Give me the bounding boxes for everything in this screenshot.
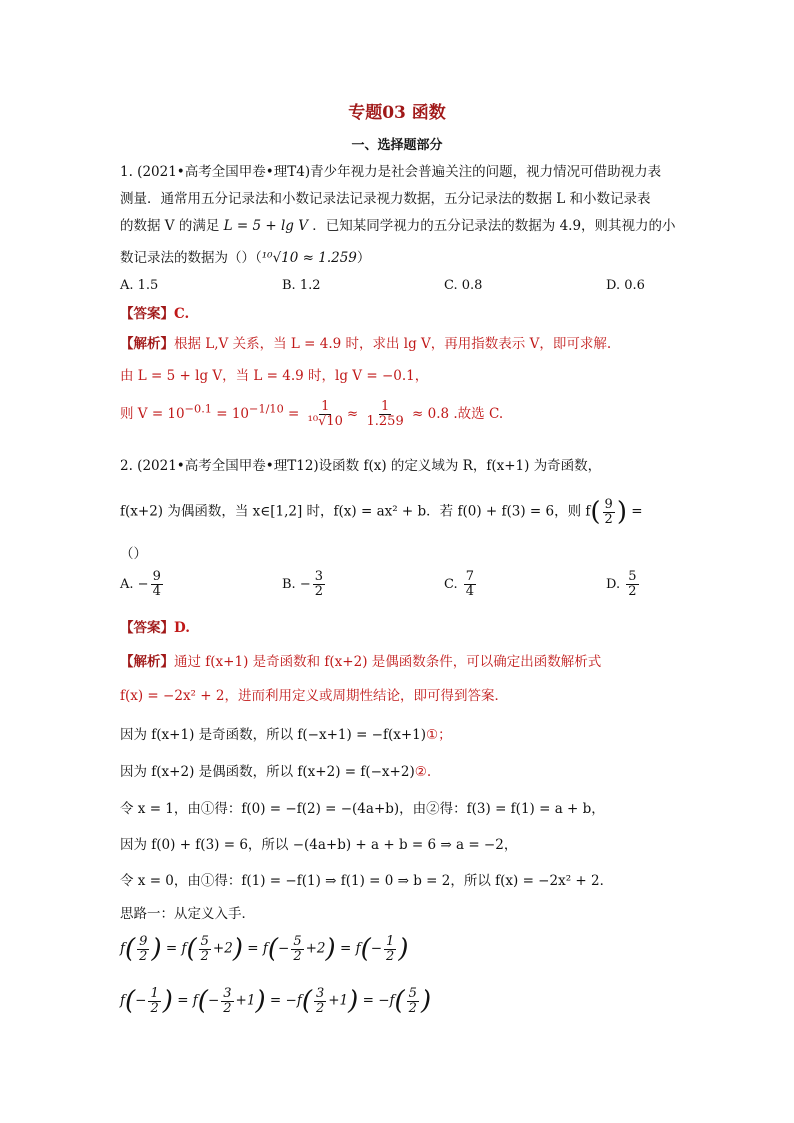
eq2-neg2: −	[207, 992, 220, 1009]
q2-step-1-mark: ①；	[426, 727, 452, 743]
q1-frac1-den: ¹⁰√10	[307, 414, 343, 429]
eq1-frac3-den: 2	[293, 948, 302, 964]
q2-step-1-text: 因为 f(x+1) 是奇函数，所以 f(−x+1) = −f(x+1)	[120, 727, 427, 743]
q1-line-4-end: ）	[356, 250, 371, 266]
eq2-frac3-den: 2	[315, 1000, 325, 1016]
q2-option-b-frac	[313, 570, 325, 599]
q2-option-a-letter: A.	[120, 577, 134, 592]
q2-step-2	[120, 760, 431, 780]
q1-step-2-d: ≈ 0.8 .故选	[412, 406, 489, 422]
q2-option-d-letter: D.	[606, 577, 621, 592]
q2-option-d	[606, 570, 641, 599]
q2-analysis-text: 通过 f(x+1) 是奇函数和 f(x+2) 是偶函数条件，可以确定出函数解析式	[174, 654, 602, 670]
q2-option-d-den: 2	[628, 584, 637, 599]
q2-step-3: 令 x = 1，由①得：f(0) = −f(2) = −(4a+b)，由②得：f(3) = f(1) = a + b，	[120, 801, 605, 817]
q1-answer-label: 【答案】	[120, 306, 174, 322]
q2-option-c-letter: C.	[444, 577, 458, 592]
eq1-neg2: −	[370, 940, 383, 957]
eq1-frac4-den: 2	[386, 948, 395, 964]
q2-analysis	[120, 650, 601, 670]
q2-option-a	[120, 570, 165, 599]
eq1-frac1-num: 9	[139, 933, 148, 949]
q2-option-b-num: 3	[314, 569, 324, 584]
eq2-frac4	[407, 987, 419, 1016]
eq2-frac3-num: 3	[315, 985, 325, 1001]
q2-option-b-letter: B.	[282, 577, 296, 592]
eq1-plus2a: +2	[212, 940, 233, 957]
q1-step-2-a: 则 V = 10	[120, 406, 185, 422]
q1-answer-value: C.	[174, 306, 190, 322]
q1-fraction-1	[306, 400, 345, 429]
q2-option-a-frac	[151, 570, 163, 599]
q1-option-b: B. 1.2	[282, 278, 321, 293]
q2-line-2: f(x+2) 为偶函数，当 x∈[1,2] 时，f(x) = ax² + b．若 f(0) + f(3) = 6，则 f( $\frac{9}{2}$ ) =	[120, 496, 643, 527]
q2-option-d-frac	[626, 570, 638, 599]
q2-step-5: 令 x = 0，由①得：f(1) = −f(1) ⇒ f(1) = 0 ⇒ b = 2，所以 f(x) = −2x² + 2．	[120, 873, 614, 889]
q1-line-4-text: 数记录法的数据为（）（	[120, 250, 262, 266]
eq1-f1: f	[120, 940, 125, 957]
q2-step-6: 思路一：从定义入手．	[120, 906, 255, 922]
q2-line-2-text: f(x+2) 为偶函数，当 x∈[1,2] 时，f(x) = ax² + b．若 f(0) + f(3) = 6，则 f	[120, 503, 591, 520]
q1-step-2-b: = 10	[211, 406, 250, 422]
q1-analysis	[120, 332, 611, 352]
q2-fraction-9-2	[603, 498, 615, 527]
q2-analysis-line-2: f(x) = −2x² + 2，进而利用定义或周期性结论，即可得到答案．	[120, 688, 508, 704]
q1-fraction-2	[365, 400, 406, 429]
eq2-eq3: = −f	[358, 992, 395, 1009]
eq2-frac1-num: 1	[150, 985, 159, 1001]
q1-line-3	[120, 214, 676, 234]
q2-line-3: （）	[120, 546, 147, 562]
eq2-plus1a: +1	[235, 992, 256, 1009]
eq2-neg1: −	[135, 992, 147, 1009]
q1-line-2: 测量．通常用五分记录法和小数记录法记录视力数据，五分记录法的数据 L 和小数记录表	[120, 191, 651, 207]
q2-step-2-mark: ②.	[414, 764, 432, 780]
q2-option-c-den: 4	[465, 584, 475, 599]
eq2-frac2-num: 3	[223, 985, 232, 1001]
eq2-f1: f	[120, 992, 125, 1009]
q1-step-2-c: =	[283, 406, 304, 422]
eq1-plus2b: +2	[305, 940, 326, 957]
q1-line-3-text-b: ．已知某同学视力的五分记录法的数据为 4.9，则其视力的小	[312, 218, 676, 234]
q1-line-3-text-a: 的数据 V 的满足	[120, 218, 220, 234]
eq2-plus1b: +1	[328, 992, 349, 1009]
q2-equation-1: f( $\frac{9}{2}$ ) = f( $\frac{5}{2}$ +2) = f(− $\frac{5}{2}$ +2) = f(− $\frac{1}{2}$ )	[120, 933, 409, 964]
eq2-frac3	[314, 987, 326, 1016]
eq2-frac1	[148, 987, 160, 1016]
q2-frac-num: 9	[604, 496, 613, 512]
q1-option-c: C. 0.8	[444, 278, 483, 293]
q2-equation-2: f(− $\frac{1}{2}$ ) = f(− $\frac{3}{2}$ +1) = −f( $\frac{3}{2}$ +1) = −f( $\frac{5}{2}$ )	[120, 985, 432, 1016]
q2-line-2-end: =	[626, 503, 643, 520]
eq1-eq3: = f	[335, 940, 361, 957]
q1-line-1: 1. (2021•高考全国甲卷•理T4)青少年视力是社会普遍关注的问题，视力情况可借助视力表	[120, 164, 662, 180]
q1-analysis-label: 【解析】	[120, 336, 174, 352]
q2-answer-label: 【答案】	[120, 620, 174, 636]
eq2-frac4-den: 2	[408, 1000, 417, 1016]
eq1-frac4	[384, 935, 396, 964]
q1-analysis-text: 根据 L,V 关系，当 L = 4.9 时，求出 lg V，再用指数表示 V，即可求解.	[174, 336, 612, 352]
q1-option-a: A. 1.5	[120, 278, 159, 293]
q1-option-d: D. 0.6	[606, 278, 645, 293]
q1-step-2-exp2: −1/10	[249, 402, 284, 416]
q1-formula: L = 5 + lg V	[223, 218, 308, 234]
q1-line-4	[120, 246, 370, 266]
eq1-neg1: −	[278, 940, 290, 957]
q1-step-2: 则 $V = 10^{-0.1} = 10^{-1/10}$ = $\frac{1}{\text{¹⁰√10}}$ ≈ $\frac{1}{1.259}$ ≈ 0.8 .故选 C.	[120, 399, 504, 429]
eq1-frac1	[137, 935, 149, 964]
q1-frac2-den: 1.259	[366, 414, 404, 429]
eq1-eq2: = f	[242, 940, 268, 957]
eq2-eq2: = −f	[265, 992, 302, 1009]
eq1-eq1: = f	[161, 940, 187, 957]
q1-frac2-num: 1	[380, 399, 390, 414]
q2-option-d-num: 5	[628, 569, 637, 584]
q2-analysis-label: 【解析】	[120, 654, 174, 670]
q2-step-2-text: 因为 f(x+2) 是偶函数，所以 f(x+2) = f(−x+2)	[120, 764, 415, 780]
eq2-frac2	[221, 987, 233, 1016]
q1-answer	[120, 302, 189, 322]
q2-option-b-den: 2	[314, 584, 324, 599]
q1-step-2-exp1: −0.1	[184, 402, 212, 416]
q2-frac-den: 2	[604, 511, 613, 527]
q2-step-4: 因为 f(0) + f(3) = 6，所以 −(4a+b) + a + b = 6 ⇒ a = −2，	[120, 837, 518, 853]
q1-step-2-end: C.	[488, 406, 504, 422]
q1-step-1: 由 L = 5 + lg V，当 L = 4.9 时，lg V = −0.1，	[120, 368, 429, 384]
q2-option-c-frac	[464, 570, 476, 599]
q2-option-a-num: 9	[152, 569, 161, 584]
q2-answer	[120, 616, 190, 636]
eq2-frac4-num: 5	[408, 985, 417, 1001]
section-heading: 一、选择题部分	[351, 138, 443, 153]
eq2-frac2-den: 2	[223, 1000, 232, 1016]
q2-option-a-den: 4	[152, 584, 161, 599]
q2-step-1	[120, 723, 452, 743]
q2-option-b	[282, 570, 327, 599]
eq2-eq1: = f	[172, 992, 198, 1009]
q2-option-c	[444, 570, 478, 599]
q2-option-b-sign: −	[299, 577, 311, 592]
eq1-frac3-num: 5	[293, 933, 302, 949]
q2-option-a-sign: −	[137, 577, 149, 592]
q2-option-c-num: 7	[465, 569, 475, 584]
q2-answer-value: D.	[174, 620, 190, 636]
eq1-frac2	[199, 935, 211, 964]
q1-frac1-num: 1	[321, 399, 330, 414]
eq1-frac1-den: 2	[139, 948, 148, 964]
eq1-frac3	[291, 935, 303, 964]
eq2-frac1-den: 2	[150, 1000, 159, 1016]
page-title: 专题03 函数	[348, 103, 446, 123]
eq1-frac2-num: 5	[200, 933, 209, 949]
q1-root-approx: ¹⁰√10 ≈ 1.259	[261, 250, 357, 266]
eq1-frac2-den: 2	[200, 948, 209, 964]
eq1-frac4-num: 1	[386, 933, 395, 949]
q2-line-1: 2. (2021•高考全国甲卷•理T12)设函数 f(x) 的定义域为 R，f(x+1) 为奇函数，	[120, 458, 602, 474]
